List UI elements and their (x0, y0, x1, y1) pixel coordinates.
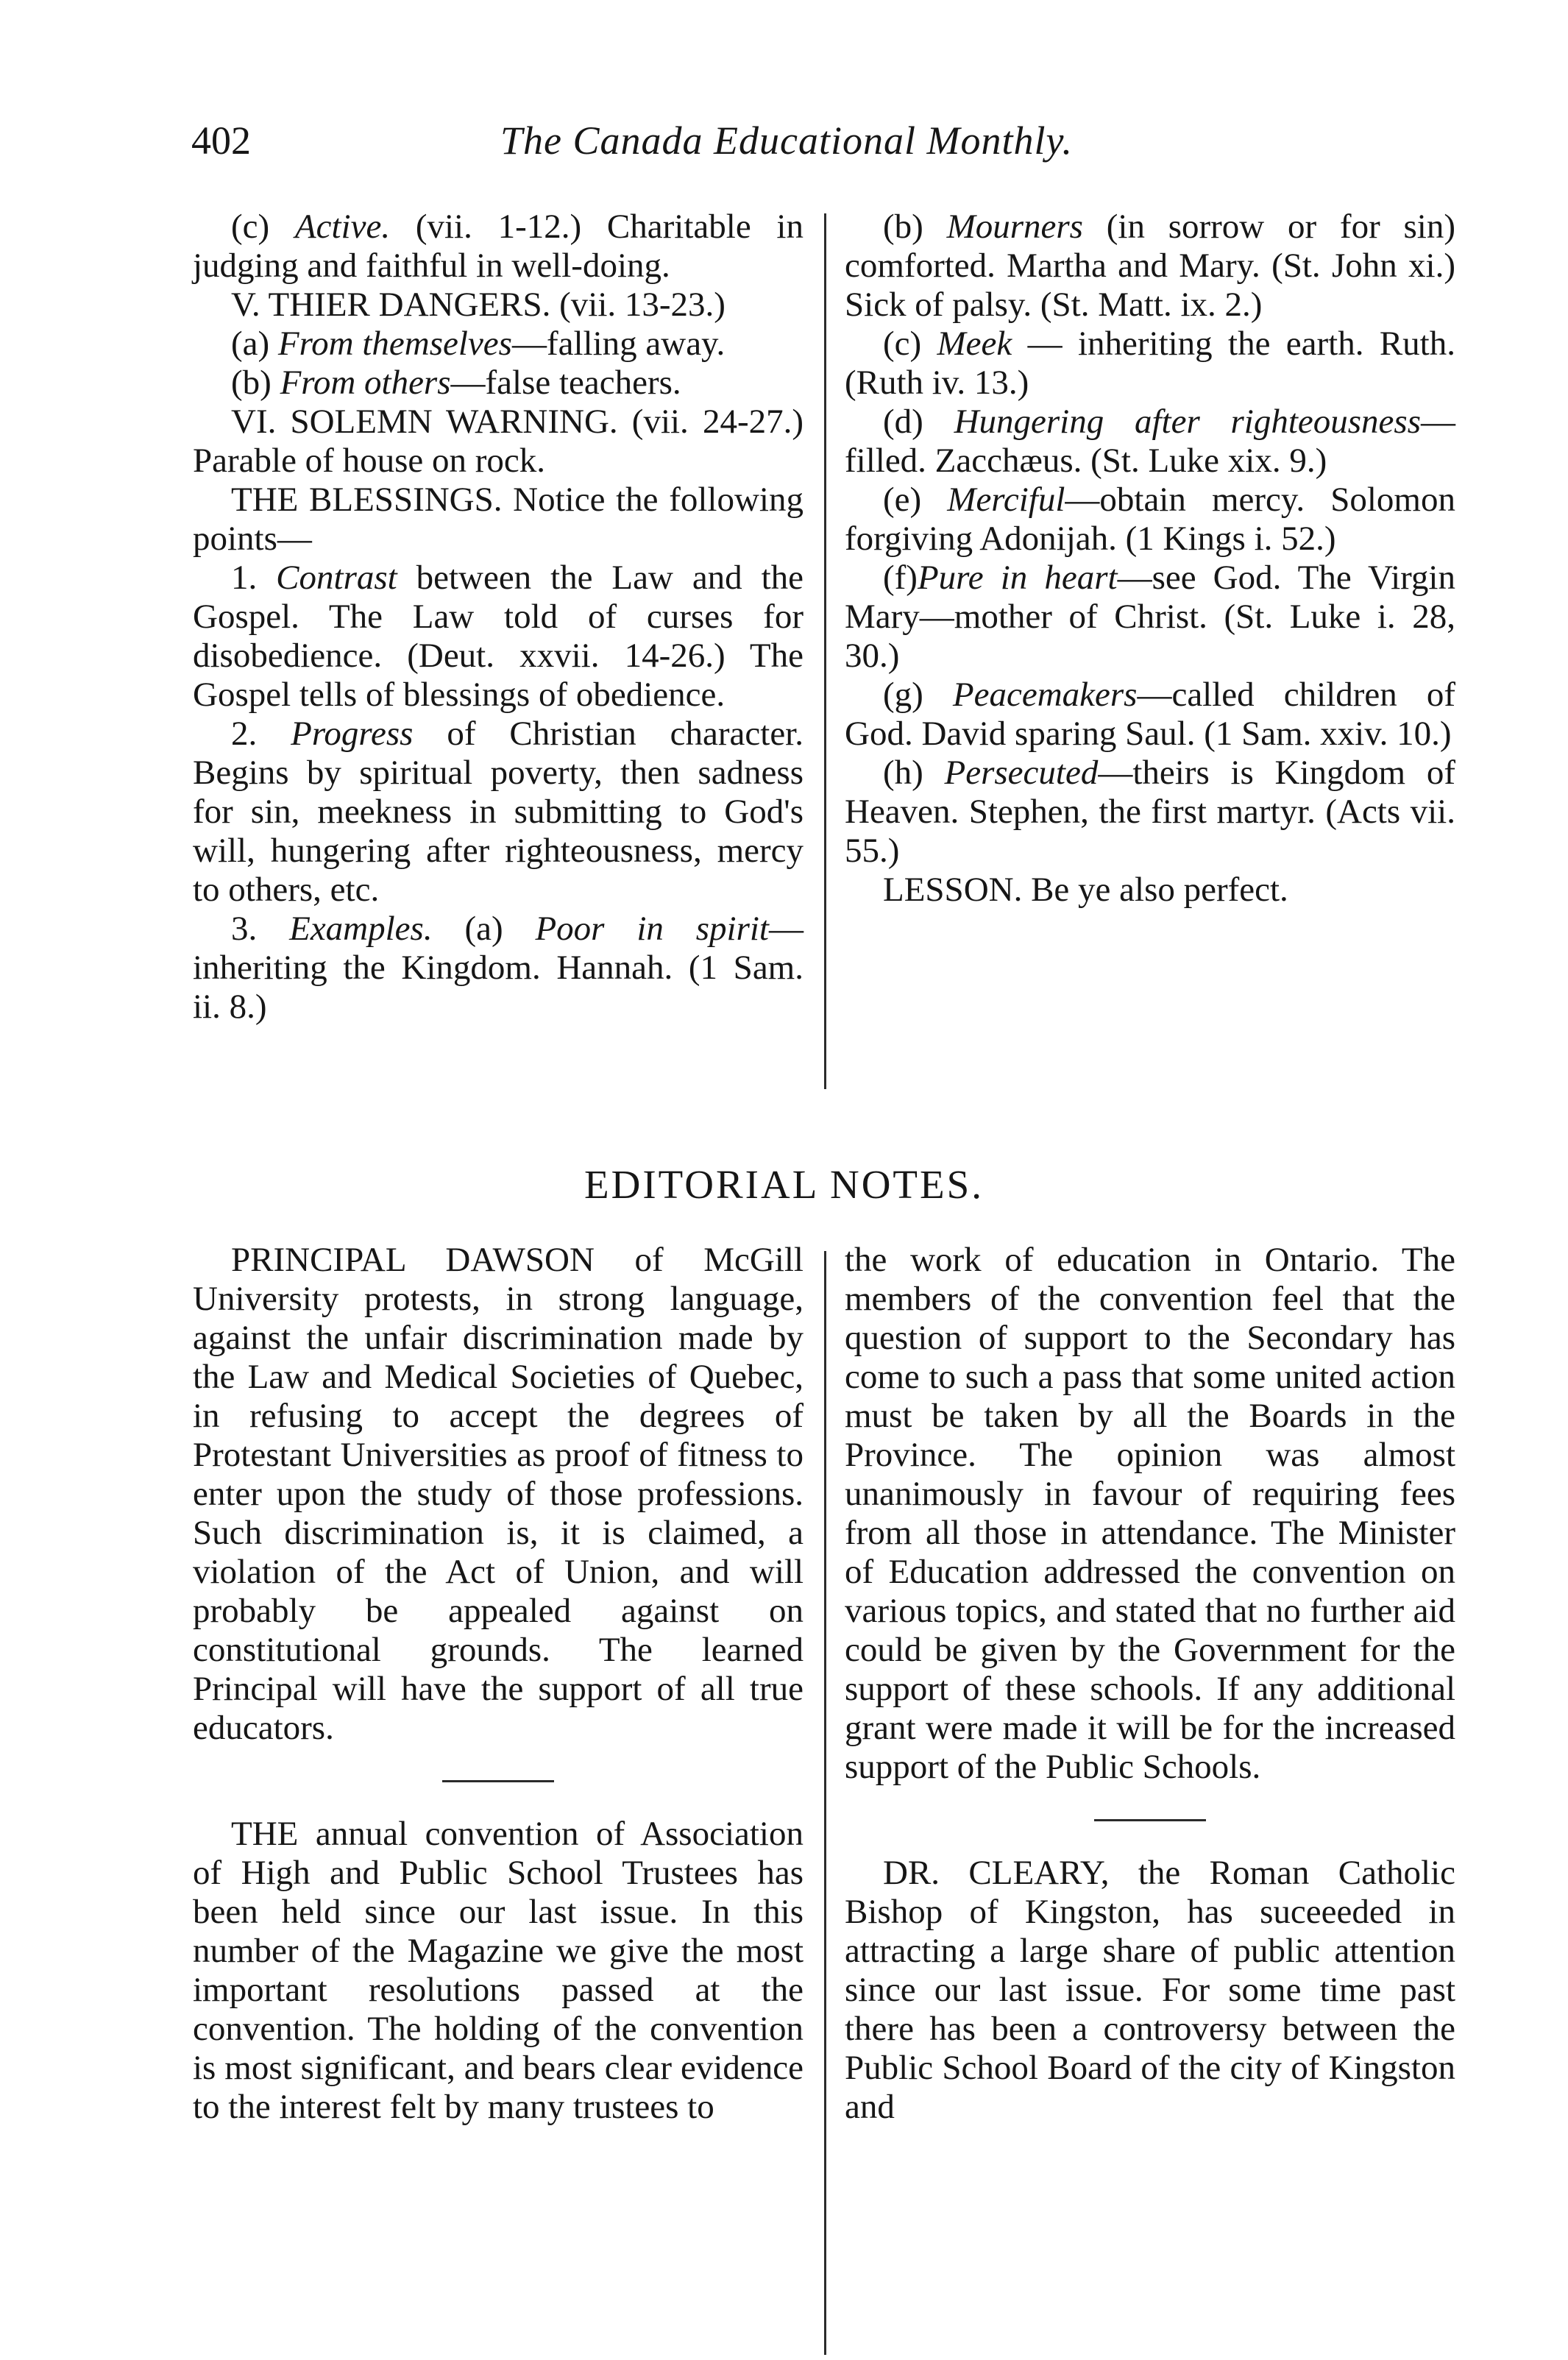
column-rule (824, 213, 826, 1089)
text-run: (b) (231, 364, 280, 402)
italic-text: Hungering after righteousness (954, 403, 1421, 441)
text-run: —inheriting the Kingdom. Hannah. (1 Sam. ii. 8.) (193, 910, 803, 1026)
paragraph (845, 754, 1455, 871)
text-run: of Christian character. Begins by spiritual poverty, then sadness for sin, meekness in submitting to God's will, hungering after righteousness, mercy to others, etc. (193, 715, 803, 909)
text-run: 3. (231, 910, 290, 948)
text-run: 2. (231, 715, 291, 753)
italic-text: Persecuted (944, 754, 1099, 792)
text-run: — inheriting the earth. Ruth. (Ruth iv. 13.) (845, 325, 1455, 402)
italic-text: Poor in spirit (535, 910, 769, 948)
italic-text: Mourners (946, 208, 1083, 246)
text-run: (b) (883, 208, 947, 246)
page-header (0, 118, 1568, 169)
paragraph (845, 403, 1455, 481)
text-run: (c) (231, 208, 295, 246)
paragraph (193, 364, 803, 403)
section-heading: EDITORIAL NOTES. (584, 1162, 984, 1207)
text-run: (a) (432, 910, 536, 948)
paragraph (193, 715, 803, 910)
italic-text: Peacemakers (952, 676, 1138, 714)
text-run: the work of education in Ontario. The members of the convention feel that the question of support to the Secondary has come to such a pass that some united action must be taken by all the Boards in the Province. The opinion was almost unanimously in favour of requiring fees from all those in attendance. The Minister of Education addressed the convention on various topics, and stated that no further aid could be given by the Government for the support of these schools. If any additional grant were made it will be for the increased support of the Public Schools. (845, 1241, 1455, 1786)
text-run: (f) (883, 559, 918, 597)
upper-right-column (845, 208, 1455, 910)
italic-text: From others (280, 364, 451, 402)
section-separator (1094, 1819, 1206, 1821)
italic-text: From themselves (277, 325, 512, 363)
paragraph (845, 325, 1455, 403)
text-run: —false teachers. (450, 364, 681, 402)
lower-left-column (193, 1241, 803, 2127)
lower-right-column (845, 1241, 1455, 2127)
text-run: (vii. 1-12.) Charitable in judging and faithful in well-doing. (193, 208, 803, 285)
paragraph (845, 481, 1455, 559)
text-run: VI. SOLEMN WARNING. (vii. 24-27.) Parable of house on rock. (193, 403, 803, 480)
italic-text: Merciful (947, 481, 1065, 519)
paragraph (845, 1241, 1455, 1787)
paragraph (193, 403, 803, 481)
column-rule (824, 1251, 826, 2355)
section-separator (442, 1780, 554, 1782)
paragraph (193, 208, 803, 286)
italic-text: Meek (937, 325, 1012, 363)
paragraph (845, 871, 1455, 910)
text-run: (h) (883, 754, 945, 792)
text-run: —obtain mercy. Solomon forgiving Adonijah. (1 Kings i. 52.) (845, 481, 1455, 558)
text-run: (a) (231, 325, 278, 363)
text-run: (e) (883, 481, 948, 519)
text-run: (in sorrow or for sin) comforted. Martha and Mary. (St. John xi.) Sick of palsy. (St. Matt. ix. 2.) (845, 208, 1455, 324)
italic-text: Contrast (276, 559, 397, 597)
running-title: The Canada Educational Monthly. (500, 118, 1073, 163)
text-run: —called children of God. David sparing Saul. (1 Sam. xxiv. 10.) (845, 676, 1455, 753)
text-run: (d) (883, 403, 954, 441)
text-run: THE annual convention of Association of High and Public School Trustees has been held since our last issue. In this number of the Magazine we give the most important resolutions passed at the convention. The holding of the convention is most significant, and bears clear evidence to the interest felt by many trustees to (193, 1815, 803, 2126)
text-run: V. THIER DANGERS. (vii. 13-23.) (231, 286, 726, 324)
text-run: (c) (883, 325, 937, 363)
text-run: PRINCIPAL DAWSON of McGill University protests, in strong language, against the unfair discrimination made by the Law and Medical Societies of Quebec, in refusing to accept the degrees of Protestant Universities as proof of fitness to enter upon the study of those professions. Such discrimination is, it is claimed, a violation of the Act of Union, and will probably be appealed against on constitutional grounds. The learned Principal will have the support of all true educators. (193, 1241, 803, 1747)
paragraph (193, 286, 803, 325)
text-run: between the Law and the Gospel. The Law told of curses for disobedience. (Deut. xxvii. 14-26.) The Gospel tells of blessings of obedience. (193, 559, 804, 714)
text-run: THE BLESSINGS. Notice the following points— (193, 481, 803, 558)
paragraph (845, 676, 1455, 754)
text-run: —see God. The Virgin Mary—mother of Christ. (St. Luke i. 28, 30.) (845, 559, 1455, 675)
text-run: (g) (883, 676, 953, 714)
text-run: —falling away. (511, 325, 726, 363)
text-run: —theirs is Kingdom of Heaven. Stephen, the first martyr. (Acts vii. 55.) (845, 754, 1455, 870)
paragraph (193, 559, 803, 715)
text-run: —filled. Zacchæus. (St. Luke xix. 9.) (845, 403, 1455, 480)
italic-text: Pure in heart (917, 559, 1118, 597)
text-run: 1. (231, 559, 277, 597)
italic-text: Progress (291, 715, 414, 753)
text-run: LESSON. Be ye also perfect. (883, 871, 1288, 909)
paragraph (845, 559, 1455, 676)
paragraph (193, 481, 803, 559)
italic-text: Examples. (289, 910, 433, 948)
paragraph (193, 325, 803, 364)
paragraph (845, 208, 1455, 325)
paragraph (193, 1815, 803, 2127)
text-run: DR. CLEARY, the Roman Catholic Bishop of Kingston, has suceeeded in attracting a large share of public attention since our last issue. For some time past there has been a controversy between the Public School Board of the city of Kingston and (845, 1854, 1455, 2126)
paragraph (193, 1241, 803, 1748)
italic-text: Active. (294, 208, 391, 246)
paragraph (845, 1854, 1455, 2127)
upper-left-column (193, 208, 803, 1027)
page-number: 402 (191, 118, 251, 163)
paragraph (193, 910, 803, 1027)
